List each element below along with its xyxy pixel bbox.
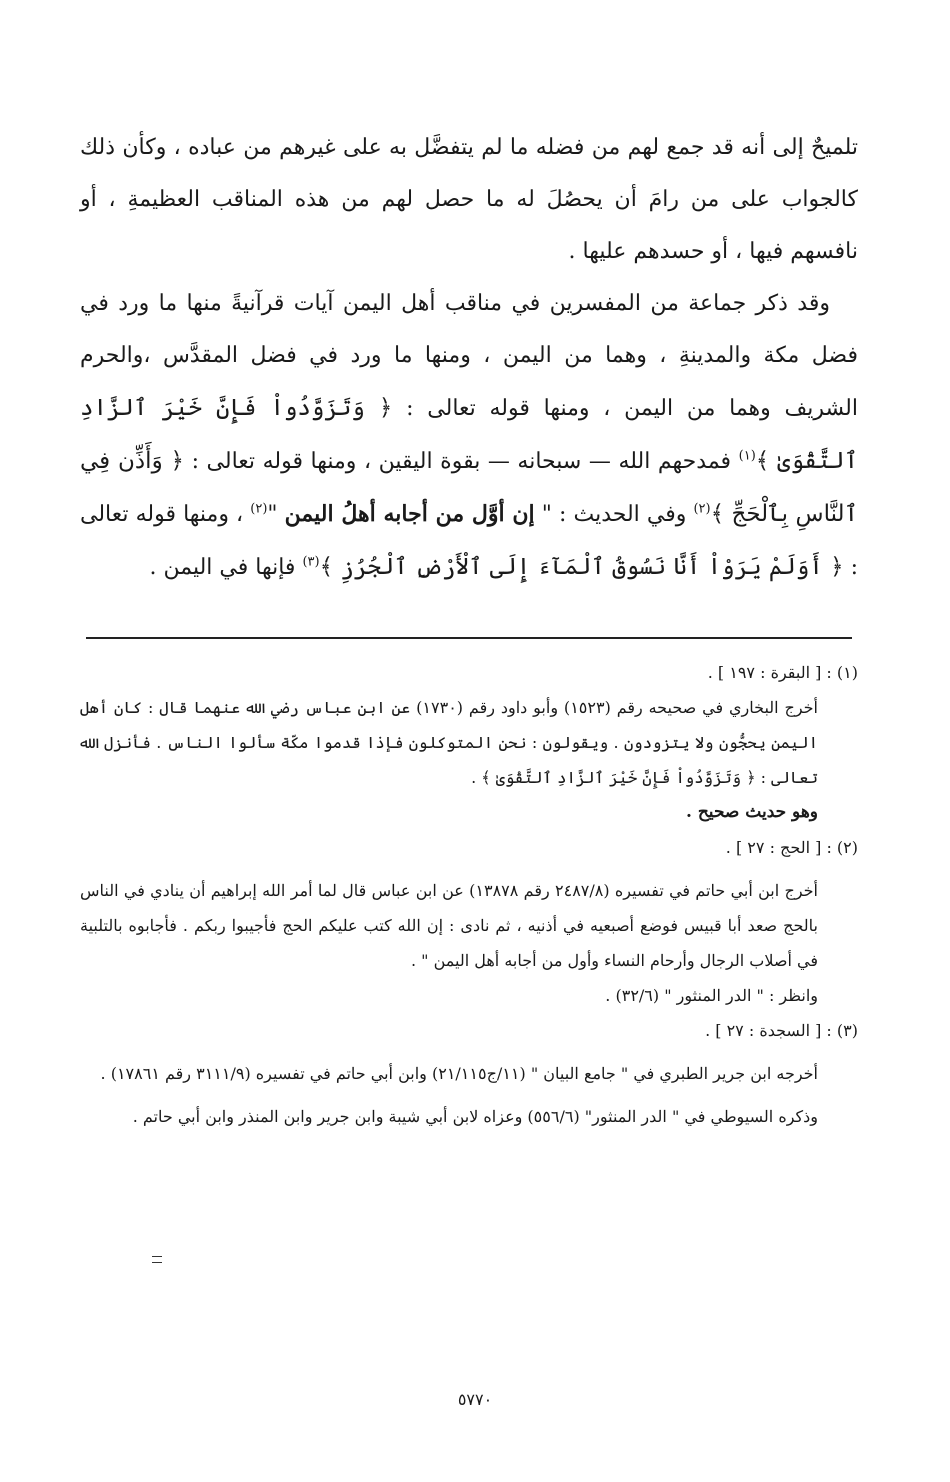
footnote-2-body: أخرج ابن أبي حاتم في تفسيره (٢٤٨٧/٨ رقم ١٣٨٧٨) عن ابن عباس قال لما أمر الله إبراهيم أن ينادي في الناس بالحج صعد أبا قبيس فوضع أصبعيه في أذنيه ، ثم نادى : إن الله كتب عليكم الحج فأجيبوا ربكم . فأجابوه بالتلبية في أصلاب الرجال وأرحام النساء وأول من أجابه أهل اليمن " .	[80, 881, 819, 970]
hadith-quote: إن أوَّل من أجابه أهلُ اليمن	[284, 501, 535, 527]
footnote-text: .	[471, 768, 482, 787]
paragraph-1: تلميحٌ إلى أنه قد جمع لهم من فضله ما لم يتفضَّل به على غيرهم من عباده ، وكأن ذلك كالجواب على من رامَ أن يحصُلَ له ما حصل لهم من هذه المناقب العظيمةِ ، أو نافسهم فيها ، أو حسدهم عليها .	[80, 135, 858, 264]
footnote-ref-2[interactable]: (٢)	[693, 501, 711, 517]
text-segment: وقد ذكر جماعة من المفسرين في مناقب أهل اليمن آيات قرآنيةً منها ما ورد في فضل مكة والمدينةِ ، وهما من اليمن ، ومنها ما ورد في فضل المقدَّس ،والحرم الشريف وهما من اليمن ، ومنها قوله تعالى :	[80, 291, 858, 421]
page-number: ٥٧٧٠	[457, 1390, 493, 1409]
quran-verse-taqwa: ﴿ وَتَزَوَّدُواْ فَإِنَّ خَيْرَ ٱلزَّادِ ٱلتَّقْوَىٰ ﴾	[80, 395, 858, 474]
footnote-3-body-2: وذكره السيوطي في " الدر المنثور" (٥٥٦/٦) وعزاه لابن أبي شيبة وابن جرير وابن المنذر وابن أبي حاتم .	[132, 1107, 818, 1126]
footnote-3-heading: (٣) : [ السجدة : ٢٧ ] .	[705, 1021, 858, 1040]
text-segment: ، ومنها قوله تعالى :	[80, 502, 858, 580]
footnote-2-see-also: وانظر : " الدر المنثور " (٣٢/٦) .	[605, 986, 818, 1005]
footnote-1-heading: (١) : [ البقرة : ١٩٧ ] .	[707, 663, 858, 682]
footnote-3-body-1: أخرجه ابن جرير الطبري في " جامع البيان " (١١/ج٢١/١١٥) وابن أبي حاتم في تفسيره (٣١١١/٩ رقم ١٧٨٦١) .	[100, 1064, 818, 1083]
quran-verse-sajda: ﴿ أَوَلَمْ يَرَوْاْ أَنَّا نَسُوقُ ٱلْمَآءَ إِلَى ٱلْأَرْضِ ٱلْجُرُزِ ﴾	[319, 554, 844, 580]
footnote-ref-2b[interactable]: (٢)	[250, 501, 268, 517]
text-segment: فإنها في اليمن .	[149, 555, 303, 580]
footnote-text: أخرج البخاري في صحيحه رقم (١٥٢٣) وأبو داود رقم (١٧٣٠) عن ابن عباس رضي الله عنهما قال : كان أهل اليمن يحجُّون ولا يتزودون . ويقولون : نحن المتوكلون فإذا قدموا مكّة سألوا الناس . فأنزل الله تعالى :	[80, 698, 819, 787]
text-segment: "	[267, 502, 285, 527]
end-mark	[152, 1256, 162, 1263]
footnote-1-body	[80, 690, 858, 795]
footnote-quran-verse: ﴿ وَتَزَوَّدُواْ فَإِنَّ خَيْرَ ٱلزَّادِ ٱلتَّقْوَىٰ ﴾	[481, 768, 756, 787]
footnote-separator	[86, 637, 852, 639]
text-segment: فمدحهم الله — سبحانه — بقوة اليقين ، ومنها قوله تعالى :	[184, 449, 739, 474]
footnote-ref-1[interactable]: (١)	[738, 448, 756, 464]
footnote-2-heading: (٢) : [ الحج : ٢٧ ] .	[725, 838, 858, 857]
quran-verse-hajj: ﴿ وَأَذِّن فِي ٱلنَّاسِ بِٱلْحَجِّ ﴾	[80, 448, 858, 527]
footnotes-section	[80, 655, 858, 1134]
footnote-ref-3[interactable]: (٣)	[302, 554, 320, 570]
paragraph-2	[80, 278, 858, 594]
footnote-1-grade: وهو حديث صحيح .	[686, 802, 818, 822]
text-segment: وفي الحديث : "	[534, 502, 694, 527]
main-text-body	[80, 122, 858, 594]
